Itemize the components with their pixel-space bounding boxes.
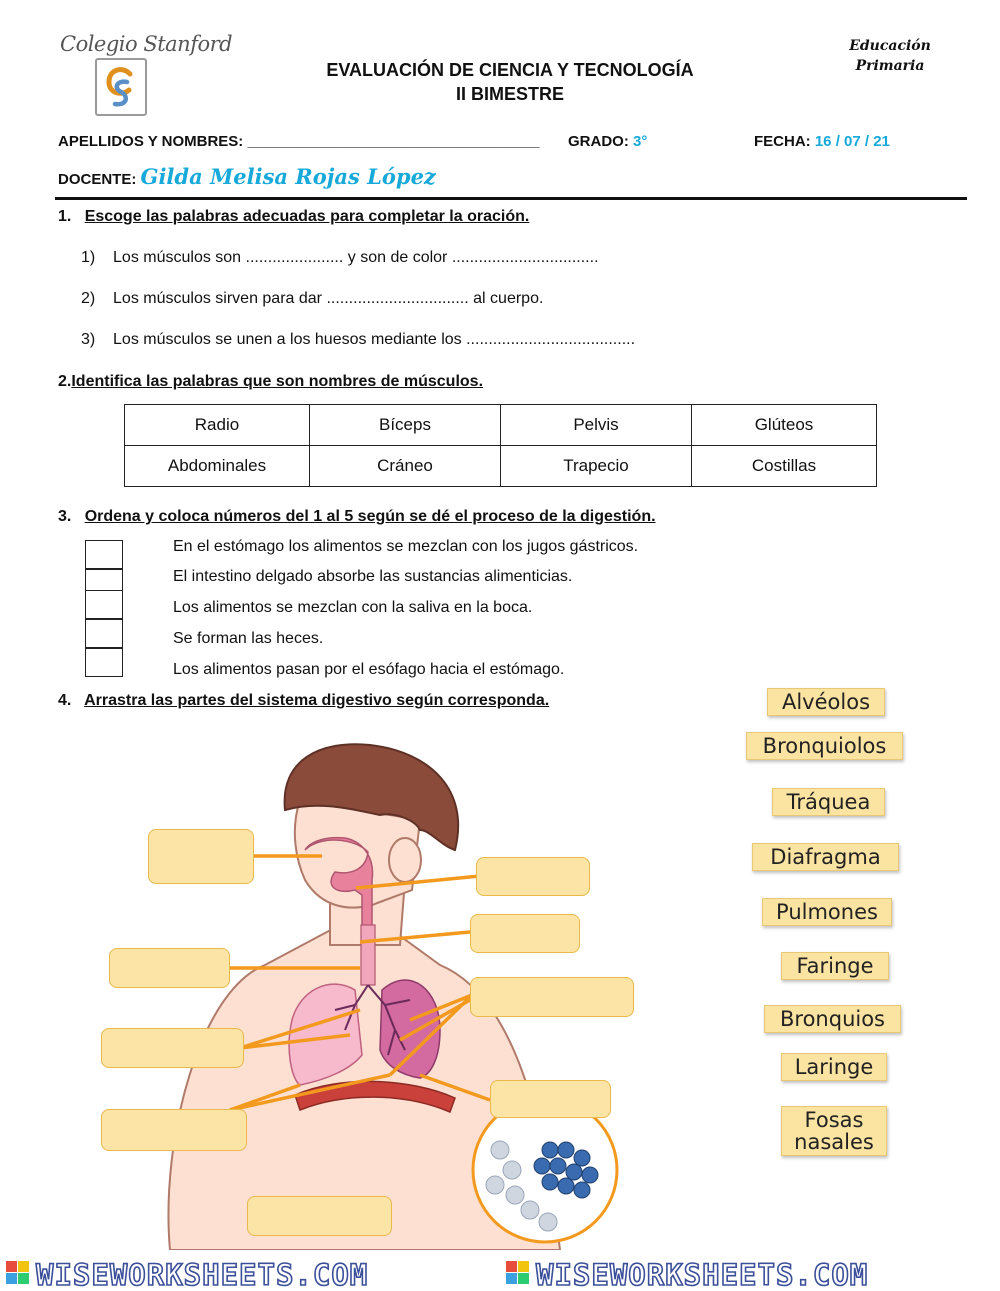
school-logo-text: Colegio Stanford xyxy=(60,32,233,56)
word-cell[interactable]: Costillas xyxy=(692,446,877,487)
q1-item-2[interactable] xyxy=(81,290,543,308)
q1-number: 1. xyxy=(58,208,72,225)
student-name-field[interactable] xyxy=(58,133,539,150)
date-label: FECHA: xyxy=(754,133,811,150)
name-blank[interactable]: ___________________________________ xyxy=(247,133,540,150)
muscle-word-table xyxy=(124,404,877,487)
footer-watermark xyxy=(0,1255,1000,1291)
name-label: APELLIDOS Y NOMBRES: xyxy=(58,133,244,150)
teacher-label: DOCENTE: xyxy=(58,171,137,188)
order-input-box[interactable] xyxy=(85,619,123,648)
grade-label: GRADO: xyxy=(568,133,629,150)
word-cell[interactable]: Abdominales xyxy=(125,446,310,487)
level-line1: Educación xyxy=(849,38,931,54)
ear xyxy=(389,838,421,882)
header-divider xyxy=(55,197,967,200)
q3-title xyxy=(58,508,656,526)
q2-number: 2. xyxy=(58,373,72,390)
school-logo-icon xyxy=(95,58,147,116)
lung-right xyxy=(380,980,440,1078)
digestion-step: El intestino delgado absorbe las sustancias alimenticias. xyxy=(173,568,573,585)
grade-field xyxy=(568,133,647,150)
word-cell[interactable]: Radio xyxy=(125,405,310,446)
word-cell[interactable]: Cráneo xyxy=(310,446,501,487)
order-input-box[interactable] xyxy=(85,540,123,569)
tag-laringe[interactable]: Laringe xyxy=(781,1053,887,1081)
teacher-name: Gilda Melisa Rojas López xyxy=(140,164,436,189)
tag-bronquiolos[interactable]: Bronquiolos xyxy=(746,732,903,760)
word-cell[interactable]: Glúteos xyxy=(692,405,877,446)
trachea xyxy=(361,925,375,985)
q1-item-num: 3) xyxy=(81,331,96,348)
tag-bronquios[interactable]: Bronquios xyxy=(764,1005,901,1033)
tag-alveolos[interactable]: Alvéolos xyxy=(767,688,885,716)
tag-pulmones[interactable]: Pulmones xyxy=(762,898,892,926)
drop-box-fosas[interactable] xyxy=(148,829,254,884)
drop-box-pulmones[interactable] xyxy=(101,1028,244,1068)
q3-number: 3. xyxy=(58,508,72,525)
q2-instruction: Identifica las palabras que son nombres de músculos. xyxy=(71,373,484,390)
digestion-step: Los alimentos se mezclan con la saliva en la boca. xyxy=(173,599,533,616)
watermark-logo-icon xyxy=(6,1261,29,1284)
word-cell[interactable]: Pelvis xyxy=(501,405,692,446)
date-field xyxy=(754,133,890,150)
digestion-step: Los alimentos pasan por el esófago hacia el estómago. xyxy=(173,661,565,678)
digestion-step: Se forman las heces. xyxy=(173,630,324,647)
q1-item-1[interactable] xyxy=(81,249,599,267)
q1-item-num: 1) xyxy=(81,249,96,266)
word-cell[interactable]: Bíceps xyxy=(310,405,501,446)
tag-fosas-nasales[interactable]: Fosas nasales xyxy=(781,1106,887,1156)
grade-value: 3° xyxy=(633,133,648,150)
q2-title xyxy=(58,373,483,391)
q3-instruction: Ordena y coloca números del 1 al 5 según se dé el proceso de la digestión. xyxy=(84,508,656,525)
level-line2: Primaria xyxy=(855,58,925,74)
order-input-box[interactable] xyxy=(85,590,123,619)
q1-item-text[interactable]: Los músculos sirven para dar ................................ al cuerpo. xyxy=(113,290,544,307)
q4-title xyxy=(58,692,549,710)
watermark-text-2: WISEWORKSHEETS.COM xyxy=(536,1258,869,1291)
watermark-text-1: WISEWORKSHEETS.COM xyxy=(36,1258,369,1291)
q1-item-num: 2) xyxy=(81,290,96,307)
drop-box-faringe[interactable] xyxy=(476,857,590,896)
tag-traquea[interactable]: Tráquea xyxy=(772,788,885,816)
q1-title xyxy=(58,208,529,226)
teacher-field xyxy=(58,164,436,189)
drop-box-traquea[interactable] xyxy=(109,948,230,988)
q1-item-3[interactable] xyxy=(81,331,635,349)
order-input-box[interactable] xyxy=(85,648,123,677)
exam-title: EVALUACIÓN DE CIENCIA Y TECNOLOGÍA xyxy=(326,60,694,80)
watermark-logo-icon xyxy=(506,1261,529,1284)
q1-item-text[interactable]: Los músculos se unen a los huesos mediante los ...................................... xyxy=(113,331,636,348)
q1-item-text[interactable]: Los músculos son ...................... y son de color ................................. xyxy=(113,249,599,266)
tag-faringe[interactable]: Faringe xyxy=(781,952,889,980)
word-cell[interactable]: Trapecio xyxy=(501,446,692,487)
drop-box-bronquios[interactable] xyxy=(470,977,634,1017)
drop-box-bronquiolos[interactable] xyxy=(247,1196,392,1236)
drop-box-diafragma[interactable] xyxy=(101,1109,247,1151)
q4-instruction: Arrastra las partes del sistema digestivo según corresponda. xyxy=(84,692,550,709)
tag-diafragma[interactable]: Diafragma xyxy=(752,843,899,871)
date-value: 16 / 07 / 21 xyxy=(814,133,890,150)
q4-number: 4. xyxy=(58,692,72,709)
digestion-step: En el estómago los alimentos se mezclan con los jugos gástricos. xyxy=(173,538,639,555)
drop-box-alveolos[interactable] xyxy=(490,1080,611,1118)
q1-instruction: Escoge las palabras adecuadas para completar la oración. xyxy=(84,208,530,225)
drop-box-laringe[interactable] xyxy=(470,914,580,953)
exam-subtitle: II BIMESTRE xyxy=(455,84,564,104)
